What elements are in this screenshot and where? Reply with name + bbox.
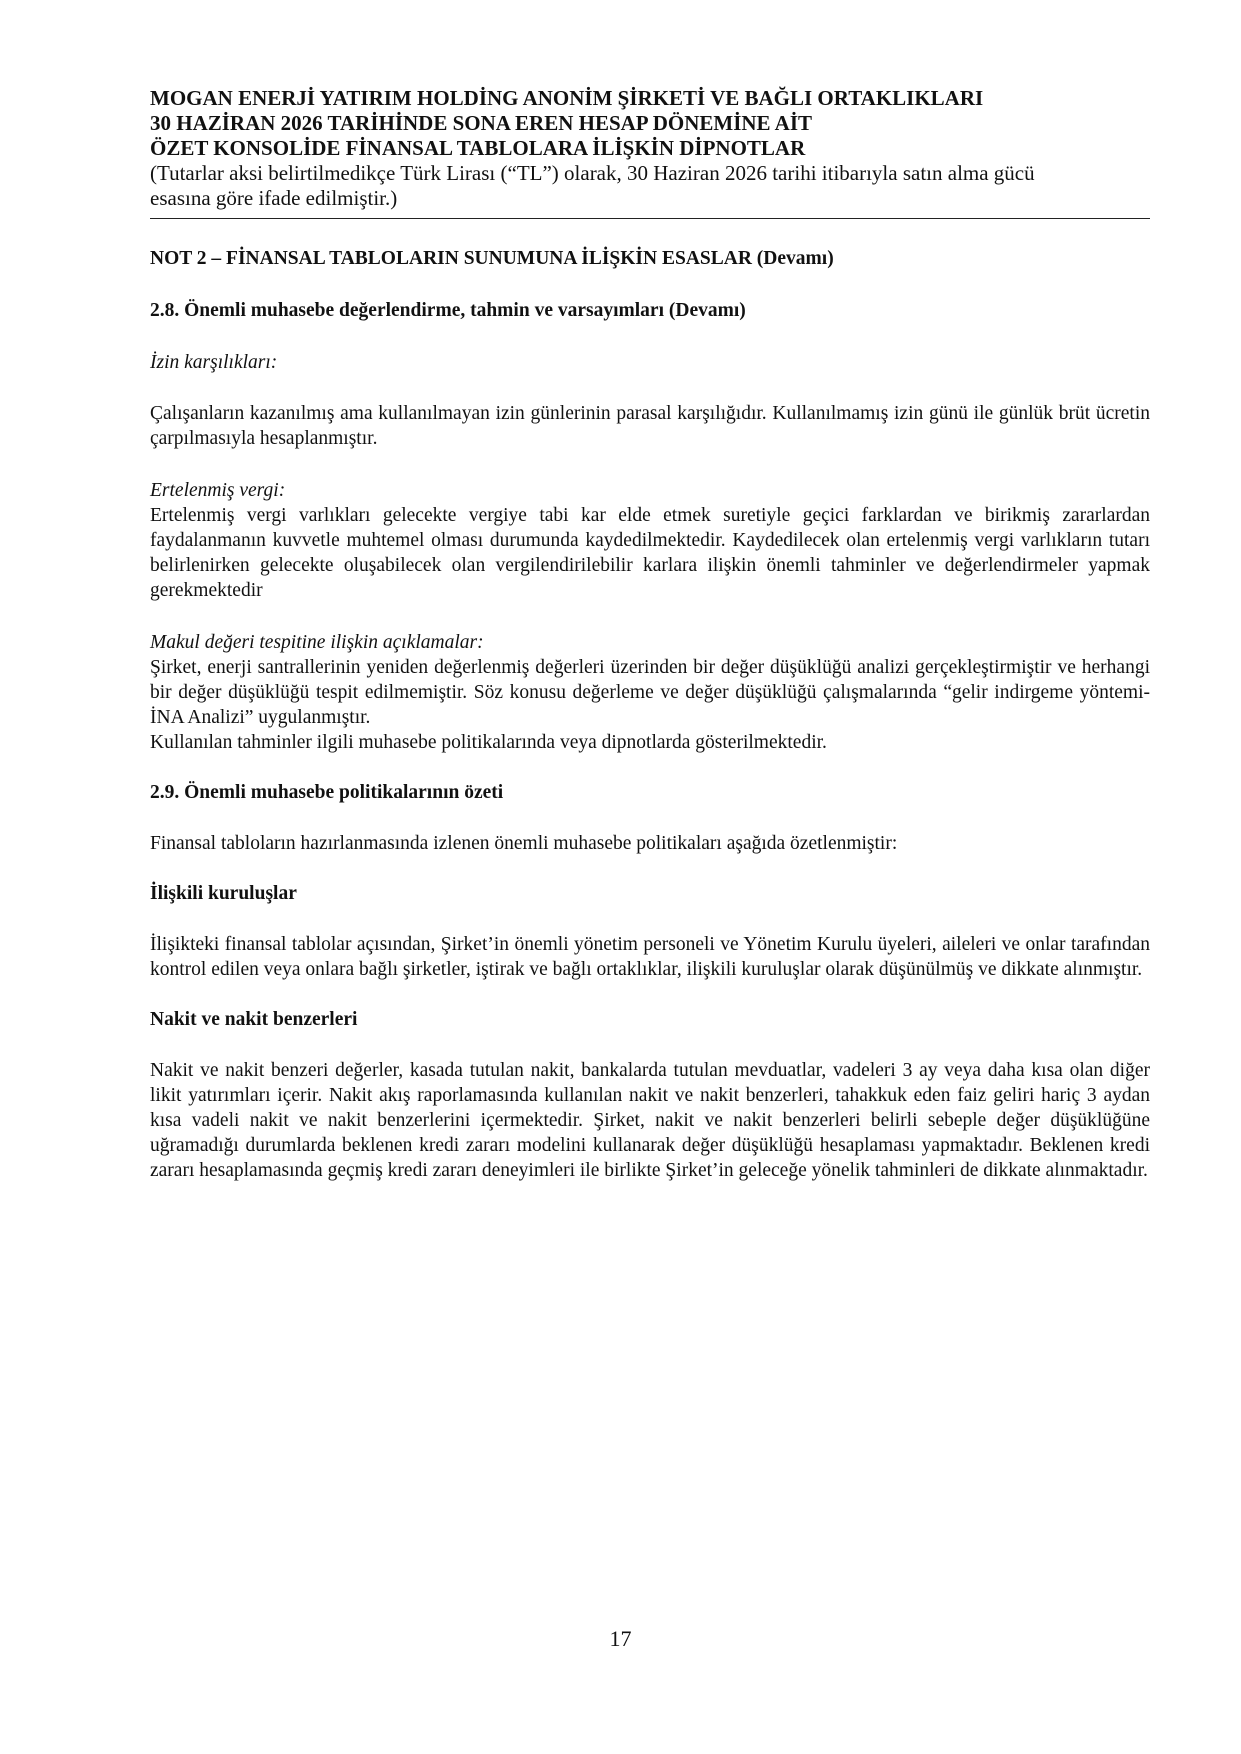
header-currency-note-2: esasına göre ifade edilmiştir.) xyxy=(150,186,398,210)
ertelenmis-vergi-title: Ertelenmiş vergi: xyxy=(150,480,286,501)
iliskili-kuruluslar-text: İlişikteki finansal tablolar açısından, Şirket’in önemli yönetim personeli ve Yönetim Kurulu üyeleri, aileleri ve onlar tarafından kontrol edilen veya onlara bağlı şirketler, iştirak ve bağlı ortaklıklar, ilişkili kuruluşlar olarak düşünülmüş ve dikkate alınmıştır. xyxy=(150,934,1150,980)
makul-deger-text-2: Kullanılan tahminler ilgili muhasebe politikalarında veya dipnotlarda gösterilmektedir. xyxy=(150,732,827,753)
izin-karsiliklari-text: Çalışanların kazanılmış ama kullanılmayan izin günlerinin parasal karşılığıdır. Kullanılmamış izin günü ile günlük brüt ücretin çarpılmasıyla hesaplanmıştır. xyxy=(150,403,1150,449)
header-currency-note-1: (Tutarlar aksi belirtilmedikçe Türk Lirası (“TL”) olarak, 30 Haziran 2026 tarihi itibarıyla satın alma gücü xyxy=(150,161,1035,185)
section-2-9-intro: Finansal tabloların hazırlanmasında izlenen önemli muhasebe politikaları aşağıda özetlenmiştir: xyxy=(150,833,898,854)
ertelenmis-vergi-text: Ertelenmiş vergi varlıkları gelecekte vergiye tabi kar elde etmek suretiyle geçici farklardan ve birikmiş zararlardan faydalanmanın kuvvetle muhtemel olması durumunda kaydedilmektedir. Kaydedilecek olan ertelenmiş vergi varlıkların tutarı belirlenirken gelecekte oluşabilecek olan vergilendirilebilir karlara ilişkin önemli tahminler ve değerlendirmeler yapmak gerekmektedir xyxy=(150,505,1150,601)
header-company-title: MOGAN ENERJİ YATIRIM HOLDİNG ANONİM ŞİRKETİ VE BAĞLI ORTAKLIKLARI xyxy=(150,86,984,110)
header-period-title: 30 HAZİRAN 2026 TARİHİNDE SONA EREN HESAP DÖNEMİNE AİT xyxy=(150,111,813,135)
page-number: 17 xyxy=(609,1626,632,1651)
makul-deger-title: Makul değeri tespitine ilişkin açıklamalar: xyxy=(150,632,484,653)
note-title: NOT 2 – FİNANSAL TABLOLARIN SUNUMUNA İLİŞKİN ESASLAR (Devamı) xyxy=(150,248,834,269)
iliskili-kuruluslar-title: İlişkili kuruluşlar xyxy=(150,883,297,904)
section-2-8-title: 2.8. Önemli muhasebe değerlendirme, tahmin ve varsayımları (Devamı) xyxy=(150,300,746,321)
makul-deger-text: Şirket, enerji santrallerinin yeniden değerlenmiş değerleri üzerinden bir değer düşüklüğü analizi gerçekleştirmiştir ve herhangi bir değer düşüklüğü tespit edilmemiştir. Söz konusu değerleme ve değer düşüklüğü çalışmalarında “gelir indirgeme yöntemi- İNA Analizi” uygulanmıştır. xyxy=(150,657,1150,728)
header-divider xyxy=(150,218,1150,219)
nakit-benzerleri-text: Nakit ve nakit benzeri değerler, kasada tutulan nakit, bankalarda tutulan mevduatlar, vadeleri 3 ay veya daha kısa olan diğer likit yatırımları içerir. Nakit akış raporlamasında kullanılan nakit ve nakit benzerleri, tahakkuk eden faiz geliri hariç 3 aydan kısa vadeli nakit ve nakit benzerlerini içermektedir. Şirket, nakit ve nakit benzerleri belirli sebeple değer düşüklüğüne uğramadığı durumlarda beklenen kredi zararı modelini kullanarak değer düşüklüğü hesaplaması yapmaktadır. Beklenen kredi zararı hesaplamasında geçmiş kredi zararı deneyimleri ile birlikte Şirket’in geleceğe yönelik tahminleri de dikkate alınmaktadır. xyxy=(150,1060,1150,1181)
nakit-benzerleri-title: Nakit ve nakit benzerleri xyxy=(150,1009,358,1030)
section-2-9-title: 2.9. Önemli muhasebe politikalarının özeti xyxy=(150,782,504,803)
document-page xyxy=(150,86,1150,1183)
header-notes-title: ÖZET KONSOLİDE FİNANSAL TABLOLARA İLİŞKİN DİPNOTLAR xyxy=(150,136,806,160)
izin-karsiliklari-title: İzin karşılıkları: xyxy=(150,352,278,373)
